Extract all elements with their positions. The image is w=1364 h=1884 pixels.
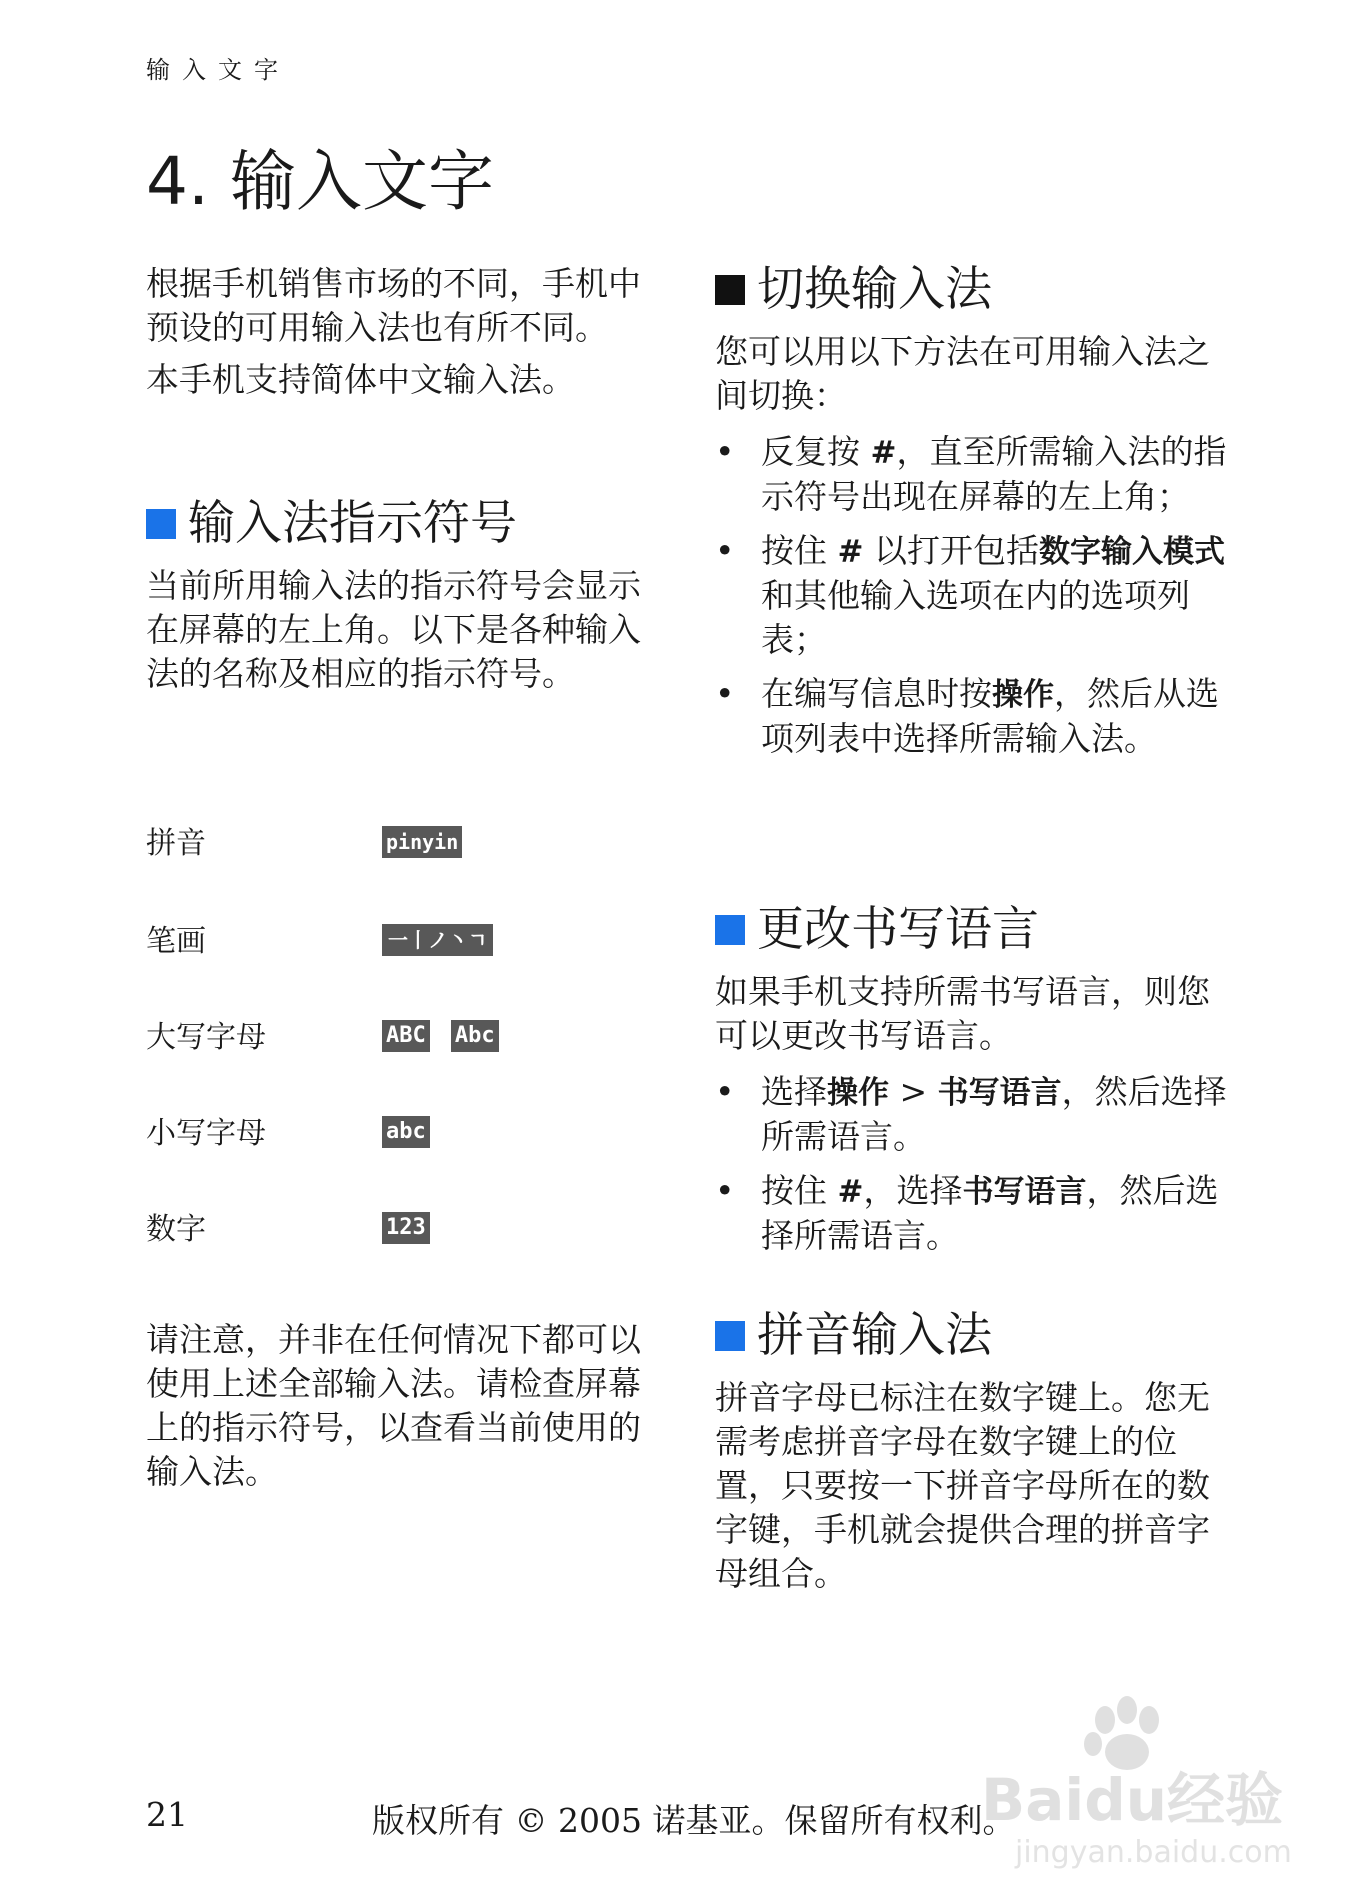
section-pinyin-body: 拼音字母已标注在数字键上。您无需考虑拼音字母在数字键上的位置，只要按一下拼音字母所在的数字键，手机就会提供合理的拼音字母组合。	[715, 1378, 1210, 1593]
list-item	[715, 430, 1235, 519]
ui-term: 书写语言	[937, 1075, 1062, 1111]
section-pinyin	[715, 1308, 1235, 1596]
section-pinyin-heading	[715, 1308, 1235, 1364]
intro-paragraph-1: 根据手机销售市场的不同，手机中预设的可用输入法也有所不同。	[146, 264, 641, 347]
lowercase-indicator-icon: abc	[382, 1116, 430, 1148]
baidu-watermark-logo	[975, 1690, 1295, 1880]
bullet-icon: •	[715, 531, 735, 570]
indicator-badge-uppercase	[382, 1020, 499, 1052]
language-bullet-list	[715, 1070, 1235, 1258]
indicator-label-pinyin: 拼音	[146, 826, 206, 861]
intro-paragraph-2: 本手机支持简体中文输入法。	[146, 360, 575, 399]
stroke-indicator-icon: 一丨ノ丶ㄱ	[382, 924, 493, 956]
list-item	[715, 529, 1235, 662]
key-hash: #	[870, 435, 897, 471]
text-run: ，选择	[863, 1171, 963, 1210]
text-run: ，然后选择所需语言。	[761, 1171, 1219, 1255]
indicator-badge-stroke	[382, 924, 493, 956]
section-language-intro: 如果手机支持所需书写语言，则您可以更改书写语言。	[715, 972, 1210, 1055]
uppercase-indicator-icon: ABC	[382, 1020, 430, 1052]
bullet-icon: •	[715, 674, 735, 713]
ui-term: 书写语言	[962, 1174, 1087, 1210]
sentence-case-indicator-icon: Abc	[451, 1020, 499, 1052]
ui-term: 数字输入模式	[1038, 534, 1225, 570]
indicator-label-uppercase: 大写字母	[146, 1020, 266, 1055]
section-language	[715, 902, 1235, 1268]
watermark-logo-text: Baidu经验	[981, 1766, 1284, 1834]
section-marker-icon	[715, 915, 745, 945]
indicator-badge-number	[382, 1212, 430, 1244]
section-indicator-title: 输入法指示符号	[188, 496, 517, 551]
list-item	[715, 672, 1235, 761]
intro-block	[146, 262, 666, 402]
indicator-badge-lowercase	[382, 1116, 430, 1148]
text-run: 在编写信息时按	[761, 674, 992, 713]
text-run: 以打开包括	[863, 531, 1039, 570]
section-pinyin-title: 拼音输入法	[757, 1308, 992, 1363]
indicator-label-lowercase: 小写字母	[146, 1116, 266, 1151]
text-run: 和其他输入选项在内的选项列表；	[761, 576, 1190, 659]
text-run: ，然后从选项列表中选择所需输入法。	[761, 674, 1219, 758]
text-run: ，然后选择所需语言。	[761, 1072, 1227, 1156]
copyright-notice: 版权所有 © 2005 诺基亚。保留所有权利。	[372, 1801, 1016, 1840]
paw-icon	[1084, 1696, 1159, 1770]
list-item	[715, 1169, 1235, 1258]
indicator-badge-pinyin	[382, 826, 462, 858]
section-marker-icon	[146, 509, 176, 539]
chapter-title: 4. 输入文字	[146, 143, 494, 220]
note-block	[146, 1318, 666, 1494]
bullet-icon: •	[715, 1171, 735, 1210]
page-number: 21	[146, 1795, 188, 1834]
number-indicator-icon: 123	[382, 1212, 430, 1244]
text-run: 选择	[761, 1072, 827, 1111]
ui-term: 操作	[992, 677, 1054, 713]
section-switch-heading	[715, 262, 1235, 318]
pinyin-indicator-icon: pinyin	[382, 826, 462, 858]
text-run: 按住	[761, 1171, 838, 1210]
text-run: 反复按	[761, 432, 871, 471]
ui-term: 操作	[827, 1075, 889, 1111]
key-hash: #	[837, 1174, 864, 1210]
section-marker-icon	[715, 275, 745, 305]
watermark-url: jingyan.baidu.com	[1015, 1835, 1292, 1870]
section-language-heading	[715, 902, 1235, 958]
bullet-icon: •	[715, 1072, 735, 1111]
list-item	[715, 1070, 1235, 1159]
section-switch	[715, 262, 1235, 771]
section-switch-title: 切换输入法	[757, 262, 992, 317]
section-marker-icon	[715, 1321, 745, 1351]
text-run: >	[889, 1072, 938, 1111]
note-paragraph: 请注意，并非在任何情况下都可以使用上述全部输入法。请检查屏幕上的指示符号，以查看当前使用的输入法。	[146, 1320, 641, 1491]
text-run: ，直至所需输入法的指示符号出现在屏幕的左上角；	[761, 432, 1227, 516]
running-header: 输入文字	[146, 56, 290, 84]
text-run: 按住	[761, 531, 838, 570]
section-indicator-heading	[146, 496, 666, 552]
bullet-icon: •	[715, 432, 735, 471]
section-switch-intro: 您可以用以下方法在可用输入法之间切换：	[715, 332, 1210, 415]
section-language-title: 更改书写语言	[757, 902, 1039, 957]
section-indicator	[146, 496, 666, 696]
section-indicator-body: 当前所用输入法的指示符号会显示在屏幕的左上角。以下是各种输入法的名称及相应的指示符号。	[146, 566, 641, 693]
switch-bullet-list	[715, 430, 1235, 761]
indicator-label-stroke: 笔画	[146, 924, 206, 959]
key-hash: #	[837, 534, 864, 570]
indicator-label-number: 数字	[146, 1212, 206, 1247]
